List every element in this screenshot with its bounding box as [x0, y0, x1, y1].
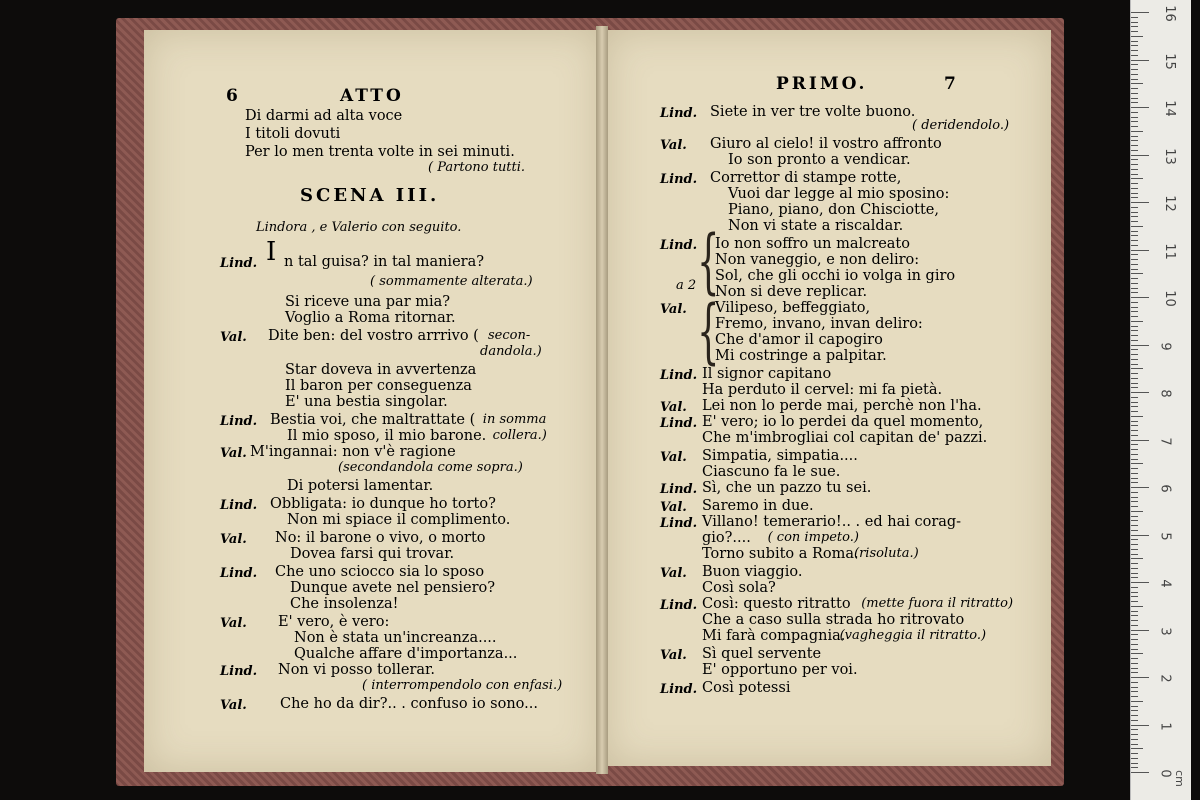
ruler-tick: [1131, 744, 1138, 745]
initial-capital: I: [266, 237, 277, 267]
speaker-label: Val.: [220, 698, 247, 713]
ruler-tick: [1131, 178, 1143, 179]
ruler-tick: [1131, 573, 1138, 574]
verse-line: Non vi posso tollerar.: [278, 662, 435, 678]
speaker-label: Lind.: [660, 172, 698, 187]
speaker-label: Val.: [660, 138, 687, 153]
ruler-label: 12: [1161, 195, 1177, 212]
ruler-tick: [1131, 387, 1138, 388]
verse-line: Villano! temerario!.. . ed hai corag-: [702, 514, 962, 530]
ruler-tick: [1131, 392, 1149, 393]
right-page-number: 7: [944, 74, 956, 94]
ruler-tick: [1131, 440, 1149, 441]
ruler-tick: [1131, 449, 1138, 450]
ruler-tick: [1131, 710, 1138, 711]
ruler-tick: [1131, 216, 1138, 217]
speaker-label: Lind.: [660, 682, 698, 697]
speaker-label: Val.: [220, 532, 247, 547]
ruler-tick: [1131, 525, 1138, 526]
ruler-tick: [1131, 55, 1138, 56]
ruler-tick: [1131, 720, 1138, 721]
verse-line: Simpatia, simpatia....: [702, 448, 858, 464]
verse-line: E' opportuno per voi.: [702, 662, 858, 678]
verse-line: Io non soffro un malcreato: [715, 236, 910, 252]
ruler-tick: [1131, 368, 1143, 369]
ruler-tick: [1131, 278, 1138, 279]
ruler-tick: [1131, 663, 1138, 664]
ruler-tick: [1131, 60, 1149, 61]
verse-line: Di darmi ad alta voce: [245, 108, 403, 124]
stage-direction: dandola.): [480, 344, 542, 359]
ruler-tick: [1131, 93, 1138, 94]
verse-line: I titoli dovuti: [245, 126, 341, 142]
ruler-tick: [1131, 45, 1138, 46]
ruler-label: 8: [1157, 389, 1173, 398]
verse-line: Che ho da dir?.. . confuso io sono...: [280, 696, 538, 712]
verse-line: Non è stata un'increanza....: [294, 630, 497, 646]
ruler-tick: [1131, 520, 1138, 521]
ruler-label: 15: [1161, 52, 1177, 70]
verse-line: Non vaneggio, e non deliro:: [715, 252, 920, 268]
stage-direction: ( Partono tutti.: [428, 160, 526, 175]
verse-line: Piano, piano, don Chisciotte,: [728, 202, 939, 218]
ruler-tick: [1131, 31, 1138, 32]
speaker-label: Val.: [660, 302, 687, 317]
ruler-tick: [1131, 136, 1138, 137]
ruler-tick: [1131, 79, 1138, 80]
ruler-tick: [1131, 145, 1138, 146]
ruler-label: 4: [1157, 579, 1173, 588]
stage-direction: (risoluta.): [854, 546, 919, 561]
verse-line: No: il barone o vivo, o morto: [275, 530, 486, 546]
ruler-tick: [1131, 606, 1143, 607]
speaker-label: Lind.: [220, 664, 258, 679]
ruler-tick: [1131, 207, 1138, 208]
ruler-label: 13: [1161, 147, 1177, 165]
ruler-label: 16: [1161, 5, 1177, 22]
ruler-tick: [1131, 596, 1138, 597]
ruler-tick: [1131, 302, 1138, 303]
verse-line: Io son pronto a vendicar.: [728, 152, 911, 168]
ruler-tick: [1131, 402, 1138, 403]
ruler-tick: [1131, 183, 1138, 184]
verse-line: E' vero, è vero:: [278, 614, 390, 630]
verse-line: Qualche affare d'importanza...: [294, 646, 518, 662]
ruler-tick: [1131, 12, 1149, 13]
ruler-tick: [1131, 625, 1138, 626]
ruler-tick: [1131, 212, 1138, 213]
verse-line: M'ingannai: non v'è ragione: [250, 444, 456, 460]
ruler-tick: [1131, 340, 1138, 341]
speaker-label: Lind.: [660, 516, 698, 531]
ruler-tick: [1131, 269, 1138, 270]
ruler-tick: [1131, 544, 1138, 545]
speaker-label: Val.: [220, 446, 247, 461]
ruler-tick: [1131, 767, 1138, 768]
speaker-label: Val.: [660, 450, 687, 465]
ruler-tick: [1131, 516, 1138, 517]
ruler-tick: [1131, 549, 1138, 550]
ruler-tick: [1131, 74, 1138, 75]
ruler-tick: [1131, 772, 1149, 773]
book-spine: [596, 26, 608, 774]
stage-direction: ( sommamente alterata.): [370, 274, 533, 289]
verse-line: Il signor capitano: [702, 366, 832, 382]
ruler-tick: [1131, 511, 1143, 512]
duet-brace-bottom: {: [697, 290, 720, 372]
speaker-label: Lind.: [220, 566, 258, 581]
ruler-tick: [1131, 140, 1138, 141]
ruler-tick: [1131, 421, 1138, 422]
ruler-label: 11: [1161, 242, 1177, 260]
ruler-tick: [1131, 283, 1138, 284]
ruler-label: 5: [1157, 531, 1173, 541]
scene-title: SCENA III.: [300, 185, 440, 206]
ruler-tick: [1131, 245, 1138, 246]
ruler-tick: [1131, 763, 1138, 764]
ruler-tick: [1131, 435, 1138, 436]
verse-line: Sol, che gli occhi io volga in giro: [715, 268, 956, 284]
ruler-tick: [1131, 620, 1138, 621]
ruler-tick: [1131, 530, 1138, 531]
ruler-tick: [1131, 383, 1138, 384]
ruler-tick: [1131, 226, 1143, 227]
ruler-label: 0: [1157, 769, 1173, 778]
verse-line: Ha perduto il cervel: mi fa pietà.: [702, 382, 943, 398]
ruler-tick: [1131, 587, 1138, 588]
verse-line: Lei non lo perde mai, perchè non l'ha.: [702, 398, 982, 414]
ruler-tick: [1131, 345, 1149, 346]
ruler-tick: [1131, 478, 1138, 479]
speaker-label: Lind.: [660, 598, 698, 613]
ruler-tick: [1131, 155, 1149, 156]
ruler-tick: [1131, 554, 1138, 555]
a2-marker: a 2: [676, 278, 697, 293]
verse-line: Di potersi lamentar.: [287, 478, 434, 494]
verse-line: Sì, che un pazzo tu sei.: [702, 480, 872, 496]
ruler-tick: [1131, 311, 1138, 312]
ruler-tick: [1131, 292, 1138, 293]
stage-direction: ( deridendolo.): [912, 118, 1010, 133]
ruler-tick: [1131, 26, 1138, 27]
ruler-label: 10: [1161, 290, 1177, 307]
ruler-tick: [1131, 83, 1143, 84]
ruler-tick: [1131, 107, 1149, 108]
ruler-tick: [1131, 121, 1138, 122]
verse-line: Il mio sposo, il mio barone.: [287, 428, 487, 444]
speaker-label: Lind.: [660, 482, 698, 497]
ruler-tick: [1131, 634, 1138, 635]
stage-direction: (mette fuora il ritratto): [861, 596, 1014, 611]
stage-direction: ( interrompendolo con enfasi.): [362, 678, 563, 693]
ruler-tick: [1131, 359, 1138, 360]
ruler-tick: [1131, 335, 1138, 336]
ruler-tick: [1131, 473, 1138, 474]
ruler-tick: [1131, 64, 1138, 65]
ruler-tick: [1131, 758, 1138, 759]
ruler-tick: [1131, 330, 1138, 331]
ruler-tick: [1131, 364, 1138, 365]
speaker-label: Lind.: [660, 416, 698, 431]
verse-line: Bestia voi, che maltrattate (: [270, 412, 476, 428]
verse-line: Giuro al cielo! il vostro affronto: [710, 136, 942, 152]
ruler-tick: [1131, 197, 1138, 198]
ruler-tick: [1131, 250, 1149, 251]
ruler-tick: [1131, 416, 1143, 417]
ruler-label: 14: [1161, 100, 1177, 117]
ruler-label: 1: [1157, 721, 1173, 731]
ruler-tick: [1131, 159, 1138, 160]
ruler-tick: [1131, 373, 1138, 374]
ruler-label: 7: [1157, 436, 1173, 446]
speaker-label: Val.: [220, 616, 247, 631]
ruler-tick: [1131, 630, 1149, 631]
ruler-tick: [1131, 672, 1138, 673]
speaker-label: Val.: [660, 566, 687, 581]
verse-line: Siete in ver tre volte buono.: [710, 104, 916, 120]
ruler-tick: [1131, 734, 1138, 735]
verse-line: Buon viaggio.: [702, 564, 803, 580]
ruler-tick: [1131, 677, 1149, 678]
ruler-tick: [1131, 501, 1138, 502]
verse-line: Star doveva in avvertenza: [285, 362, 477, 378]
ruler-tick: [1131, 706, 1138, 707]
ruler-tick: [1131, 729, 1138, 730]
verse-line: n tal guisa? in tal maniera?: [284, 254, 484, 270]
ruler-tick: [1131, 69, 1138, 70]
ruler-tick: [1131, 644, 1138, 645]
speaker-label: Lind.: [660, 106, 698, 121]
verse-line: Non vi state a riscaldar.: [728, 218, 904, 234]
ruler-tick: [1131, 487, 1149, 488]
ruler-tick: [1131, 202, 1149, 203]
stage-direction: (secondandola come sopra.): [338, 460, 523, 475]
speaker-label: Lind.: [220, 498, 258, 513]
left-page-header: ATTO: [340, 86, 404, 106]
ruler-tick: [1131, 297, 1149, 298]
ruler-tick: [1131, 259, 1138, 260]
ruler-unit: cm: [1172, 770, 1186, 787]
ruler-tick: [1131, 354, 1138, 355]
ruler-tick: [1131, 492, 1138, 493]
ruler-tick: [1131, 316, 1138, 317]
ruler-tick: [1131, 112, 1138, 113]
ruler-tick: [1131, 430, 1138, 431]
verse-line: Così: questo ritratto: [702, 596, 851, 612]
verse-line: Vilipeso, beffeggiato,: [715, 300, 871, 316]
verse-line: Così sola?: [702, 580, 776, 596]
ruler-tick: [1131, 98, 1138, 99]
ruler-tick: [1131, 221, 1138, 222]
verse-line: Fremo, invano, invan deliro:: [715, 316, 923, 332]
ruler-tick: [1131, 193, 1138, 194]
ruler-tick: [1131, 682, 1138, 683]
ruler-tick: [1131, 131, 1143, 132]
ruler-tick: [1131, 639, 1138, 640]
ruler-tick: [1131, 22, 1138, 23]
ruler-tick: [1131, 41, 1138, 42]
verse-line: E' vero; io lo perdei da quel momento,: [702, 414, 984, 430]
ruler-tick: [1131, 188, 1138, 189]
ruler-tick: [1131, 558, 1143, 559]
verse-line: Sì quel servente: [702, 646, 822, 662]
ruler-tick: [1131, 468, 1138, 469]
ruler-tick: [1131, 235, 1138, 236]
stage-direction: in somma: [482, 412, 547, 427]
ruler-tick: [1131, 701, 1143, 702]
ruler-tick: [1131, 482, 1138, 483]
duet-brace-top: {: [697, 220, 720, 302]
speaker-label: Lind.: [220, 414, 258, 429]
ruler-tick: [1131, 321, 1143, 322]
ruler-tick: [1131, 696, 1138, 697]
ruler-tick: [1131, 454, 1138, 455]
ruler-tick: [1131, 240, 1138, 241]
verse-line: Il baron per conseguenza: [285, 378, 472, 394]
verse-line: Correttor di stampe rotte,: [710, 170, 902, 186]
ruler-tick: [1131, 653, 1143, 654]
ruler-tick: [1131, 411, 1138, 412]
speaker-label: Val.: [660, 400, 687, 415]
ruler-tick: [1131, 568, 1138, 569]
ruler-tick: [1131, 582, 1149, 583]
ruler-tick: [1131, 506, 1138, 507]
ruler-label: 2: [1157, 674, 1173, 683]
verse-line: Dunque avete nel pensiero?: [290, 580, 496, 596]
stage-direction: secon-: [488, 328, 531, 343]
ruler-tick: [1131, 88, 1138, 89]
speaker-label: Lind.: [220, 256, 258, 271]
verse-line: Che a caso sulla strada ho ritrovato: [702, 612, 965, 628]
ruler-tick: [1131, 169, 1138, 170]
left-page-number: 6: [226, 86, 238, 106]
ruler-tick: [1131, 687, 1138, 688]
verse-line: Dovea farsi qui trovar.: [290, 546, 455, 562]
right-page-header: PRIMO.: [776, 74, 868, 94]
ruler-tick: [1131, 273, 1143, 274]
verse-line: Obbligata: io dunque ho torto?: [270, 496, 496, 512]
ruler-tick: [1131, 378, 1138, 379]
verse-line: Che uno sciocco sia lo sposo: [275, 564, 485, 580]
ruler-label: 9: [1157, 341, 1173, 351]
ruler-label: 6: [1157, 484, 1173, 493]
verse-line: Che insolenza!: [290, 596, 399, 612]
ruler-tick: [1131, 349, 1138, 350]
ruler-tick: [1131, 748, 1143, 749]
ruler-tick: [1131, 592, 1138, 593]
speaker-label: Val.: [660, 500, 687, 515]
ruler-tick: [1131, 611, 1138, 612]
ruler-tick: [1131, 497, 1138, 498]
stage-direction: collera.): [492, 428, 547, 443]
speaker-label: Val.: [660, 648, 687, 663]
ruler-tick: [1131, 164, 1138, 165]
verse-line: Non si deve replicar.: [715, 284, 868, 300]
ruler-tick: [1131, 691, 1138, 692]
ruler-tick: [1131, 174, 1138, 175]
scene-characters: Lindora , e Valerio con seguito.: [256, 220, 462, 235]
verse-line: Per lo men trenta volte in sei minuti.: [245, 144, 515, 160]
ruler-tick: [1131, 739, 1138, 740]
ruler-tick: [1131, 601, 1138, 602]
ruler-tick: [1131, 50, 1138, 51]
verse-line: gio?....: [702, 530, 751, 546]
verse-line: Non mi spiace il complimento.: [287, 512, 511, 528]
ruler-tick: [1131, 463, 1143, 464]
verse-line: Vuoi dar legge al mio sposino:: [728, 186, 950, 202]
ruler-tick: [1131, 753, 1138, 754]
verse-line: Ciascuno fa le sue.: [702, 464, 841, 480]
ruler-tick: [1131, 577, 1138, 578]
ruler-tick: [1131, 563, 1138, 564]
verse-line: Mi farà compagnia.: [702, 628, 846, 644]
speaker-label: Lind.: [660, 238, 698, 253]
verse-line: E' una bestia singolar.: [285, 394, 448, 410]
verse-line: Che d'amor il capogiro: [715, 332, 883, 348]
ruler-tick: [1131, 539, 1138, 540]
verse-line: Voglio a Roma ritornar.: [285, 310, 456, 326]
ruler-tick: [1131, 264, 1138, 265]
verse-line: Torno subito a Roma.: [702, 546, 859, 562]
ruler-tick: [1131, 406, 1138, 407]
ruler-tick: [1131, 36, 1143, 37]
speaker-label: Val.: [220, 330, 247, 345]
ruler-tick: [1131, 615, 1138, 616]
measurement-ruler: [1130, 0, 1191, 800]
ruler-tick: [1131, 658, 1138, 659]
ruler-tick: [1131, 459, 1138, 460]
verse-line: Mi costringe a palpitar.: [715, 348, 887, 364]
ruler-tick: [1131, 102, 1138, 103]
ruler-tick: [1131, 725, 1149, 726]
ruler-tick: [1131, 150, 1138, 151]
ruler-tick: [1131, 254, 1138, 255]
verse-line: Saremo in due.: [702, 498, 814, 514]
ruler-tick: [1131, 117, 1138, 118]
ruler-tick: [1131, 425, 1138, 426]
ruler-tick: [1131, 307, 1138, 308]
ruler-tick: [1131, 326, 1138, 327]
ruler-label: 3: [1157, 626, 1173, 636]
stage-direction: ( con impeto.): [767, 530, 859, 545]
ruler-tick: [1131, 126, 1138, 127]
ruler-tick: [1131, 444, 1138, 445]
ruler-tick: [1131, 668, 1138, 669]
verse-line: Dite ben: del vostro arrrivo (: [268, 328, 479, 344]
ruler-tick: [1131, 231, 1138, 232]
ruler-tick: [1131, 397, 1138, 398]
verse-line: Che m'imbrogliai col capitan de' pazzi.: [702, 430, 988, 446]
ruler-tick: [1131, 17, 1138, 18]
verse-line: Così potessi: [702, 680, 791, 696]
ruler-tick: [1131, 288, 1138, 289]
verse-line: Si riceve una par mia?: [285, 294, 451, 310]
speaker-label: Lind.: [660, 368, 698, 383]
ruler-tick: [1131, 535, 1149, 536]
ruler-tick: [1131, 715, 1138, 716]
stage-direction: (vagheggia il ritratto.): [839, 628, 987, 643]
ruler-tick: [1131, 649, 1138, 650]
